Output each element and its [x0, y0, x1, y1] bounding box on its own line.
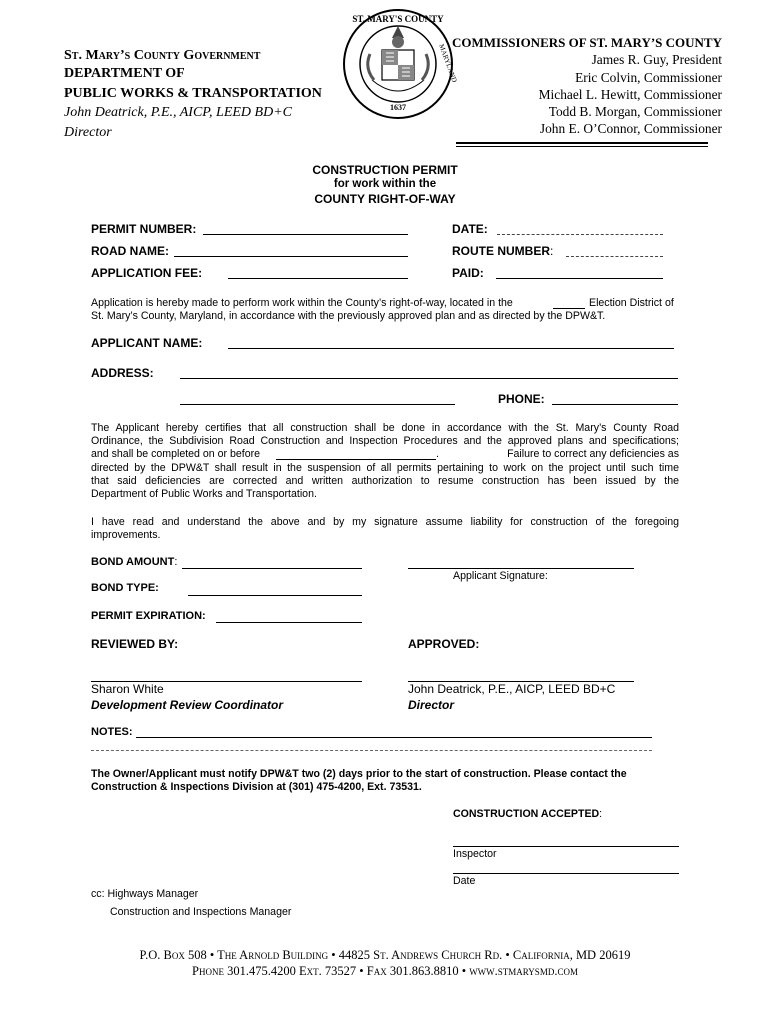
application-fee-field[interactable] [228, 278, 408, 279]
address-field-line1[interactable] [180, 378, 678, 379]
seal-year: 1637 [390, 103, 406, 112]
header-rule-thick [456, 142, 708, 144]
certification-line3b: Failure to correct any deficiencies as [507, 448, 679, 461]
approver-title: Director [408, 698, 455, 712]
commissioner-2: Eric Colvin, Commissioner [575, 70, 722, 85]
phone-field[interactable] [552, 404, 678, 405]
agency-name: St. Mary’s County Government [64, 48, 261, 63]
header-rule-thin [456, 146, 708, 147]
route-number-field[interactable] [566, 256, 663, 257]
permit-title: CONSTRUCTION PERMIT [312, 163, 458, 177]
liability-paragraph [91, 516, 679, 542]
completion-date-field[interactable] [276, 448, 436, 460]
inspector-signature-field[interactable] [453, 846, 679, 847]
address-field-line2[interactable] [180, 404, 455, 405]
election-district-field[interactable] [553, 308, 585, 309]
seal-top-text: ST. MARY'S COUNTY [352, 14, 444, 24]
permit-expiration-field[interactable] [216, 622, 362, 623]
permit-number-field[interactable] [203, 234, 408, 235]
date-label: DATE: [452, 222, 488, 236]
bond-amount-label: BOND AMOUNT: [91, 556, 178, 568]
applicant-signature-label: Applicant Signature: [453, 570, 548, 582]
acceptance-date-field[interactable] [453, 873, 679, 874]
commissioners-title: COMMISSIONERS OF ST. MARY’S COUNTY [451, 35, 722, 50]
department-line2: PUBLIC WORKS & TRANSPORTATION [64, 86, 322, 101]
certification-line3: and shall be completed on or before . Failure to correct any deficiencies as [91, 448, 679, 461]
construction-accepted-label: CONSTRUCTION ACCEPTED: [453, 808, 603, 820]
inspector-label: Inspector [453, 848, 497, 860]
department-line1: DEPARTMENT OF [64, 66, 185, 81]
cc-line1: cc: Highways Manager [91, 888, 199, 900]
certification-line2: Ordinance, the Subdivision Road Construction and Inspection Procedures and the approved plans and specifications; [91, 435, 679, 448]
paid-field[interactable] [496, 278, 663, 279]
director-title: Director [64, 125, 112, 140]
date-field[interactable] [497, 234, 663, 235]
footer-address: P.O. Box 508 • The Arnold Building • 44825 St. Andrews Church Rd. • California, MD 20619 [139, 948, 631, 962]
notes-field-line2[interactable] [91, 750, 652, 751]
application-statement-part1: Application is hereby made to perform work within the County’s right-of-way, located in the [91, 297, 513, 309]
permit-subtitle: for work within the [333, 178, 437, 190]
notice-line2: Construction & Inspections Division at (301) 475-4200, Ext. 73531. [91, 781, 422, 793]
phone-label: PHONE: [498, 392, 545, 406]
bond-type-label: BOND TYPE: [91, 582, 159, 594]
commissioner-3: Michael L. Hewitt, Commissioner [538, 87, 722, 102]
footer-contact: Phone 301.475.4200 Ext. 73527 • Fax 301.863.8810 • www.stmarysmd.com [192, 964, 578, 978]
notes-label: NOTES: [91, 726, 133, 738]
permit-expiration-label: PERMIT EXPIRATION: [91, 610, 206, 622]
certification-line3a: and shall be completed on or before [91, 448, 261, 461]
applicant-name-field[interactable] [228, 348, 674, 349]
notice-line1: The Owner/Applicant must notify DPW&T two (2) days prior to the start of construction. Please contact the [91, 768, 627, 780]
address-label: ADDRESS: [91, 366, 154, 380]
road-name-label: ROAD NAME: [91, 244, 169, 258]
cc-line2: Construction and Inspections Manager [110, 906, 292, 918]
approved-label: APPROVED: [408, 637, 480, 651]
certification-line1: The Applicant hereby certifies that all construction shall be done in accordance with the St. Mary’s County Road [91, 422, 679, 434]
reviewer-name: Sharon White [91, 682, 164, 696]
certification-line4: directed by the DPW&T shall result in the suspension of all permits pertaining to work on the project until such time [91, 461, 679, 474]
notes-field-line1[interactable] [136, 737, 652, 738]
seal-right-text: MARYLAND [437, 43, 459, 84]
certification-line6: Department of Public Works and Transportation. [91, 488, 317, 500]
county-seal [342, 2, 459, 126]
commissioner-4: Todd B. Morgan, Commissioner [548, 104, 722, 119]
liability-line1: I have read and understand the above and by my signature assume liability for construction of the foregoing [91, 516, 679, 528]
applicant-name-label: APPLICANT NAME: [91, 336, 203, 350]
permit-number-label: PERMIT NUMBER: [91, 222, 197, 236]
liability-line2: improvements. [91, 529, 161, 542]
permit-scope: COUNTY RIGHT-OF-WAY [314, 192, 456, 206]
road-name-field[interactable] [174, 256, 408, 257]
commissioner-5: John E. O’Connor, Commissioner [539, 121, 722, 136]
bond-amount-field[interactable] [182, 568, 362, 569]
route-number-label: ROUTE NUMBER: [452, 244, 554, 258]
application-fee-label: APPLICATION FEE: [91, 266, 203, 280]
certification-line5: that said deficiencies are corrected and written authorization to resume construction has been issued by the [91, 474, 679, 487]
bond-type-field[interactable] [188, 595, 362, 596]
approver-name: John Deatrick, P.E., AICP, LEED BD+C [408, 682, 616, 696]
application-statement-line2: St. Mary’s County, Maryland, in accordance with the previously approved plan and as directed by the DPW&T. [91, 310, 606, 322]
certification-paragraph [91, 422, 679, 501]
commissioner-1: James R. Guy, President [591, 52, 722, 67]
applicant-signature-field[interactable] [408, 568, 634, 569]
application-statement-part2: Election District of [589, 297, 674, 309]
acceptance-date-label: Date [453, 875, 476, 887]
reviewer-title: Development Review Coordinator [91, 698, 284, 712]
reviewed-by-label: REVIEWED BY: [91, 637, 179, 651]
paid-label: PAID: [452, 266, 484, 280]
director-name: John Deatrick, P.E., AICP, LEED BD+C [64, 105, 292, 120]
